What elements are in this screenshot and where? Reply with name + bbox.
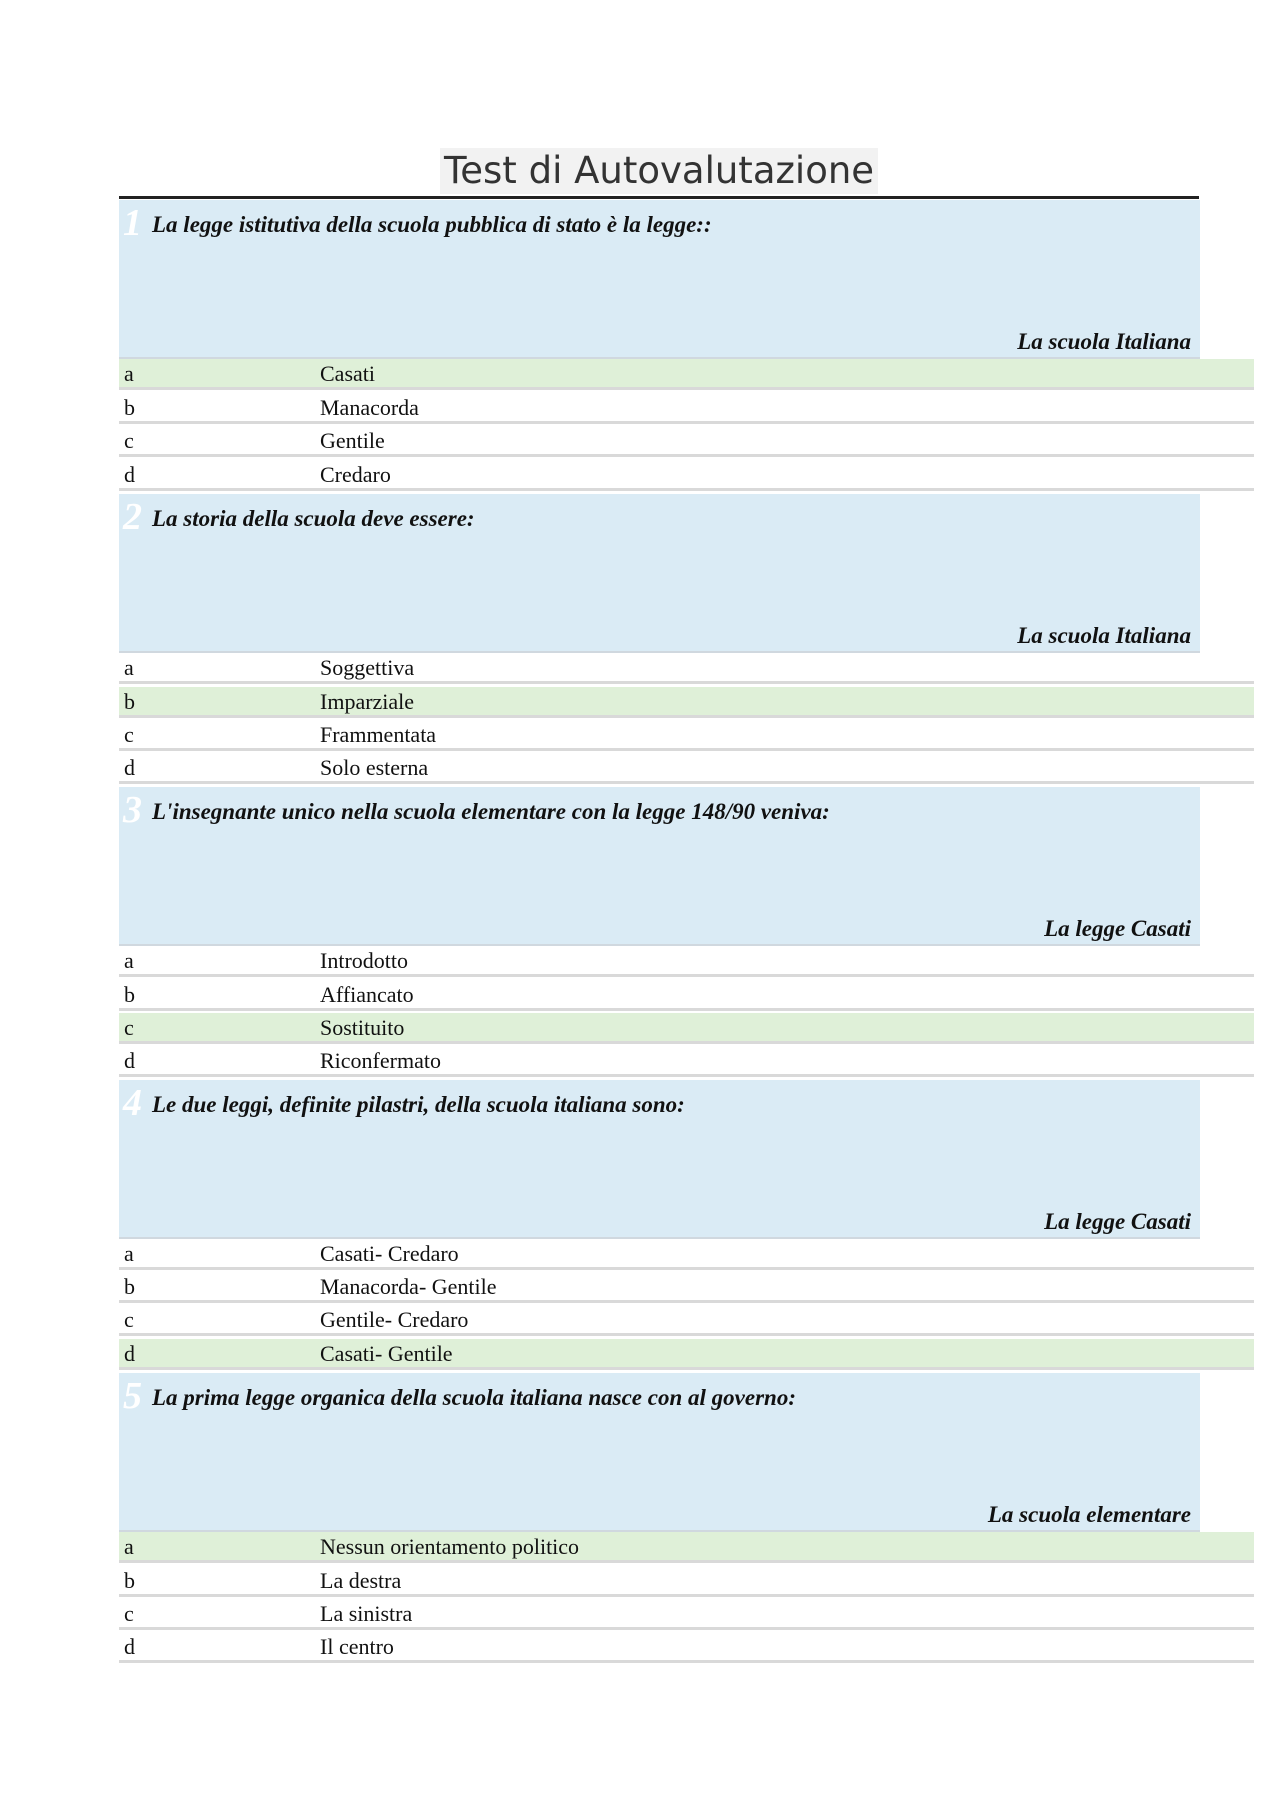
title-divider <box>119 196 1199 199</box>
answer-text: Riconfermato <box>320 1048 441 1073</box>
answer-letter: d <box>124 462 135 487</box>
answer-text: Casati <box>320 361 375 386</box>
answer-row[interactable] <box>119 980 1254 1011</box>
answer-row[interactable] <box>119 687 1254 718</box>
answer-letter: b <box>124 689 135 714</box>
answer-letter: b <box>124 1568 135 1593</box>
answer-text: Manacorda <box>320 395 419 420</box>
title-container <box>119 148 1199 194</box>
answer-row[interactable] <box>119 426 1254 457</box>
answer-letter: c <box>124 1015 134 1040</box>
answer-letter: d <box>124 1341 135 1366</box>
answer-text: Gentile- Credaro <box>320 1307 469 1332</box>
answer-text: Affiancato <box>320 982 414 1007</box>
question-header <box>119 200 1200 359</box>
answer-row[interactable] <box>119 1632 1254 1663</box>
question-header <box>119 494 1200 653</box>
answer-row[interactable] <box>119 1532 1254 1563</box>
answer-letter: c <box>124 722 134 747</box>
answer-row[interactable] <box>119 1239 1254 1270</box>
question-topic: La scuola Italiana <box>1017 329 1191 354</box>
answer-row[interactable] <box>119 946 1254 977</box>
answer-text: Sostituito <box>320 1015 405 1040</box>
answer-row[interactable] <box>119 1046 1254 1077</box>
answer-letter: c <box>124 428 134 453</box>
answer-letter: d <box>124 755 135 780</box>
question-topic: La legge Casati <box>1044 1209 1191 1234</box>
answer-letter: d <box>124 1048 135 1073</box>
answer-row[interactable] <box>119 460 1254 491</box>
question-number: 5 <box>123 1375 142 1417</box>
question-text: Le due leggi, definite pilastri, della scuola italiana sono: <box>152 1092 685 1117</box>
answer-row[interactable] <box>119 1272 1254 1303</box>
question-text: La prima legge organica della scuola italiana nasce con al governo: <box>152 1385 796 1410</box>
question-text: L'insegnante unico nella scuola elementare con la legge 148/90 veniva: <box>152 799 830 824</box>
answer-text: Casati- Gentile <box>320 1341 453 1366</box>
answer-row[interactable] <box>119 753 1254 784</box>
question-topic: La legge Casati <box>1044 916 1191 941</box>
question-text: La storia della scuola deve essere: <box>152 506 475 531</box>
answer-letter: b <box>124 395 135 420</box>
question-text: La legge istitutiva della scuola pubblica di stato è la legge:: <box>152 212 712 237</box>
answer-letter: b <box>124 1274 135 1299</box>
answer-letter: a <box>124 655 134 680</box>
answer-text: Imparziale <box>320 689 415 714</box>
answer-text: Introdotto <box>320 948 408 973</box>
answer-text: Credaro <box>320 462 391 487</box>
answer-row[interactable] <box>119 359 1254 390</box>
answer-row[interactable] <box>119 720 1254 751</box>
answer-text: Soggettiva <box>320 655 415 680</box>
question-number: 2 <box>123 496 142 538</box>
answer-row[interactable] <box>119 653 1254 684</box>
answer-text: Frammentata <box>320 722 437 747</box>
answer-letter: c <box>124 1307 134 1332</box>
answer-text: La destra <box>320 1568 402 1593</box>
answer-letter: a <box>124 948 134 973</box>
answer-text: Gentile <box>320 428 385 453</box>
question-header <box>119 1373 1200 1532</box>
answer-letter: b <box>124 982 135 1007</box>
question-topic: La scuola elementare <box>987 1502 1191 1527</box>
answer-text: Casati- Credaro <box>320 1241 459 1266</box>
answer-row[interactable] <box>119 1305 1254 1336</box>
answer-row[interactable] <box>119 393 1254 424</box>
answer-letter: a <box>124 1241 134 1266</box>
answer-letter: a <box>124 361 134 386</box>
question-header <box>119 1080 1200 1239</box>
question-number: 3 <box>123 789 142 831</box>
answer-row[interactable] <box>119 1013 1254 1044</box>
answer-text: La sinistra <box>320 1601 413 1626</box>
answer-text: Manacorda- Gentile <box>320 1274 497 1299</box>
question-number: 1 <box>123 202 142 244</box>
answer-letter: d <box>124 1634 135 1659</box>
answer-row[interactable] <box>119 1339 1254 1370</box>
answer-row[interactable] <box>119 1566 1254 1597</box>
answer-row[interactable] <box>119 1599 1254 1630</box>
answer-letter: a <box>124 1534 134 1559</box>
answer-text: Il centro <box>320 1634 394 1659</box>
question-header <box>119 787 1200 946</box>
question-number: 4 <box>123 1082 142 1124</box>
answer-text: Solo esterna <box>320 755 429 780</box>
question-topic: La scuola Italiana <box>1017 623 1191 648</box>
answer-letter: c <box>124 1601 134 1626</box>
page-title: Test di Autovalutazione <box>440 148 878 194</box>
answer-text: Nessun orientamento politico <box>320 1534 580 1559</box>
